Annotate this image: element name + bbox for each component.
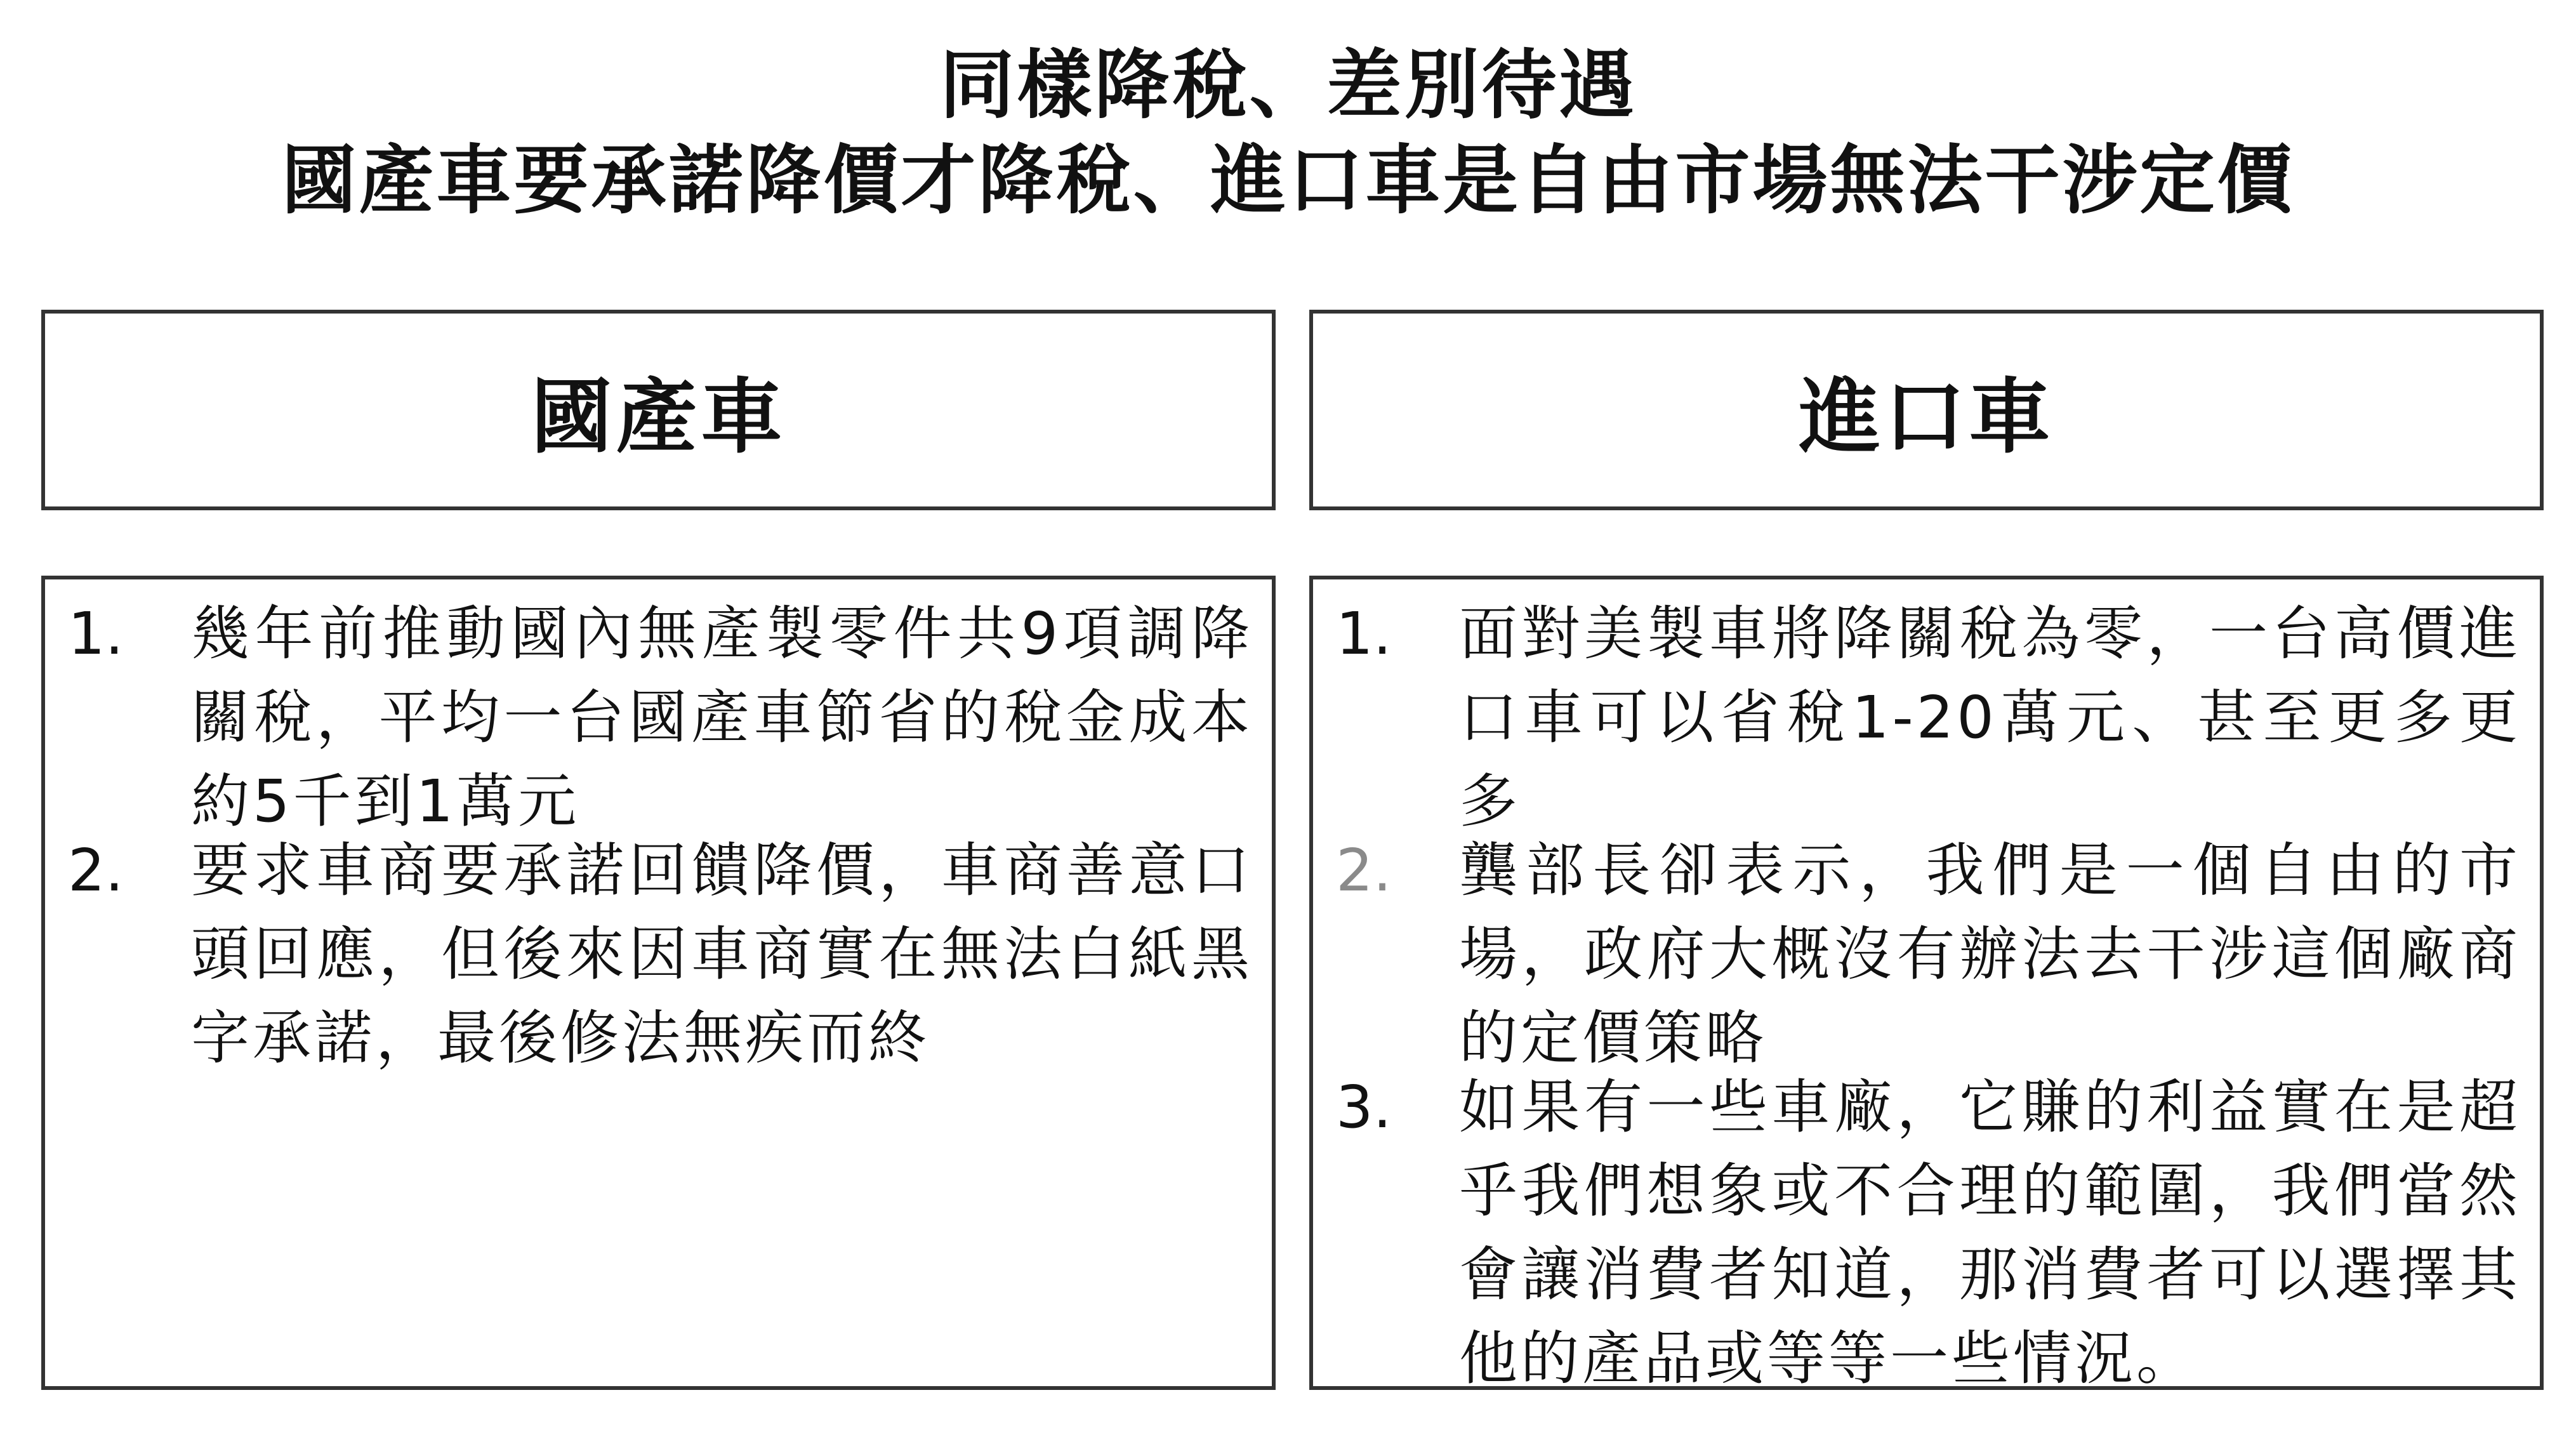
item-number: 2. [1336, 837, 1392, 904]
page-title: 同樣降稅、差別待遇 [939, 41, 1637, 129]
item-text: 如果有一些車廠，它賺的利益實在是超乎我們想象或不合理的範圍，我們當然會讓消費者知道，那消費者可以選擇其他的產品或等等一些情況。 [1459, 1073, 2521, 1392]
imported-car-panel [1309, 576, 2544, 1390]
imported-car-header: 進口車 [1309, 310, 2544, 510]
item-text: 面對美製車將降關稅為零，一台高價進口車可以省稅1-20萬元、甚至更多更多 [1459, 600, 2521, 835]
item-text: 要求車商要承諾回饋降價，車商善意口頭回應，但後來因車商實在無法白紙黑字承諾，最後修法無疾而終 [191, 837, 1253, 1072]
item-number: 1. [68, 600, 124, 668]
item-number: 3. [1336, 1073, 1392, 1141]
domestic-car-header: 國產車 [41, 310, 1276, 510]
item-text: 幾年前推動國內無產製零件共9項調降關稅，平均一台國產車節省的稅金成本約5千到1萬元 [191, 600, 1253, 835]
item-number: 1. [1336, 600, 1392, 668]
page-subtitle: 國產車要承諾降價才降稅、進口車是自由市場無法干涉定價 [281, 136, 2295, 224]
item-number: 2. [68, 837, 124, 904]
domestic-car-panel [41, 576, 1276, 1390]
item-text: 龔部長卻表示，我們是一個自由的市場，政府大概沒有辦法去干涉這個廠商的定價策略 [1459, 837, 2521, 1072]
